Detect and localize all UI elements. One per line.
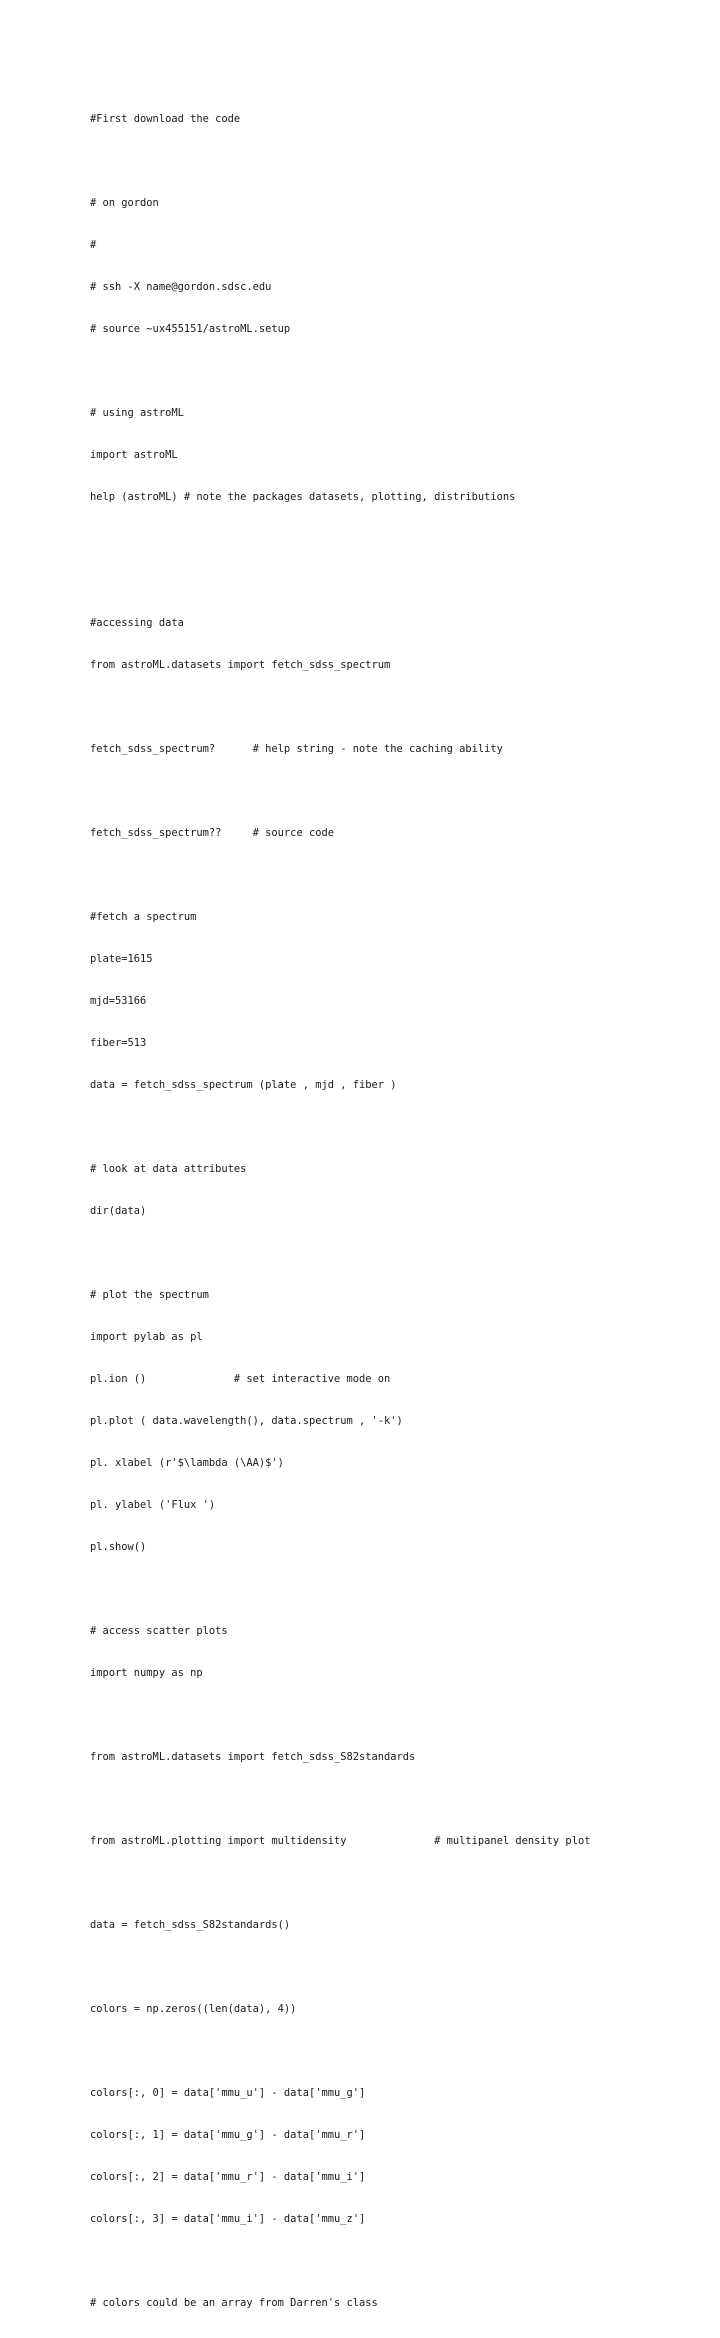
code-line: #First download the code bbox=[90, 113, 241, 125]
code-line bbox=[90, 364, 700, 378]
code-line: colors[:, 0] = data['mmu_u'] - data['mmu_g'] bbox=[90, 2087, 366, 2099]
code-line: pl. xlabel (r'$\lambda (\AA)$') bbox=[90, 1457, 284, 1469]
code-line bbox=[90, 1708, 700, 1722]
code-line bbox=[90, 1960, 700, 1974]
code-line: fiber=513 bbox=[90, 1037, 147, 1049]
code-line bbox=[90, 868, 700, 882]
code-line: colors[:, 2] = data['mmu_r'] - data['mmu_i'] bbox=[90, 2171, 366, 2183]
code-line bbox=[90, 1876, 700, 1890]
code-line: plate=1615 bbox=[90, 953, 153, 965]
code-line: pl.show() bbox=[90, 1541, 147, 1553]
code-line: import numpy as np bbox=[90, 1667, 203, 1679]
code-line: dir(data) bbox=[90, 1205, 147, 1217]
code-line: from astroML.datasets import fetch_sdss_S82standards bbox=[90, 1751, 416, 1763]
code-line bbox=[90, 1582, 700, 1596]
code-line bbox=[90, 1120, 700, 1134]
code-line: colors = np.zeros((len(data), 4)) bbox=[90, 2003, 297, 2015]
code-line: # plot the spectrum bbox=[90, 1289, 209, 1301]
code-line: # source ~ux455151/astroML.setup bbox=[90, 323, 291, 335]
code-line bbox=[90, 532, 700, 546]
code-line bbox=[90, 1246, 700, 1260]
code-line: # bbox=[90, 239, 97, 251]
code-line: mjd=53166 bbox=[90, 995, 147, 1007]
code-line: # colors could be an array from Darren's class bbox=[90, 2297, 378, 2309]
code-line: import astroML bbox=[90, 449, 178, 461]
code-line: colors[:, 1] = data['mmu_g'] - data['mmu_r'] bbox=[90, 2129, 366, 2141]
code-line: # ssh -X name@gordon.sdsc.edu bbox=[90, 281, 272, 293]
code-line: from astroML.datasets import fetch_sdss_spectrum bbox=[90, 659, 391, 671]
code-line bbox=[90, 574, 700, 588]
code-line bbox=[90, 154, 700, 168]
code-line bbox=[90, 700, 700, 714]
code-line: pl.ion () # set interactive mode on bbox=[90, 1373, 391, 1385]
code-line: fetch_sdss_spectrum?? # source code bbox=[90, 827, 334, 839]
code-line: #accessing data bbox=[90, 617, 184, 629]
code-line: #fetch a spectrum bbox=[90, 911, 197, 923]
code-line bbox=[90, 2044, 700, 2058]
code-line: from astroML.plotting import multidensity # multipanel density plot bbox=[90, 1835, 591, 1847]
code-line: # access scatter plots bbox=[90, 1625, 228, 1637]
code-line: data = fetch_sdss_spectrum (plate , mjd , fiber ) bbox=[90, 1079, 397, 1091]
code-line: pl.plot ( data.wavelength(), data.spectrum , '-k') bbox=[90, 1415, 403, 1427]
code-line: # using astroML bbox=[90, 407, 184, 419]
code-line bbox=[90, 784, 700, 798]
code-line: pl. ylabel ('Flux ') bbox=[90, 1499, 216, 1511]
code-line bbox=[90, 1792, 700, 1806]
code-line: data = fetch_sdss_S82standards() bbox=[90, 1919, 291, 1931]
code-line: import pylab as pl bbox=[90, 1331, 203, 1343]
code-line: colors[:, 3] = data['mmu_i'] - data['mmu_z'] bbox=[90, 2213, 366, 2225]
code-line bbox=[90, 2254, 700, 2268]
code-line: # on gordon bbox=[90, 197, 159, 209]
code-line: help (astroML) # note the packages datasets, plotting, distributions bbox=[90, 491, 516, 503]
code-line: fetch_sdss_spectrum? # help string - note the caching ability bbox=[90, 743, 503, 755]
code-line: # look at data attributes bbox=[90, 1163, 247, 1175]
code-listing bbox=[90, 84, 700, 2338]
